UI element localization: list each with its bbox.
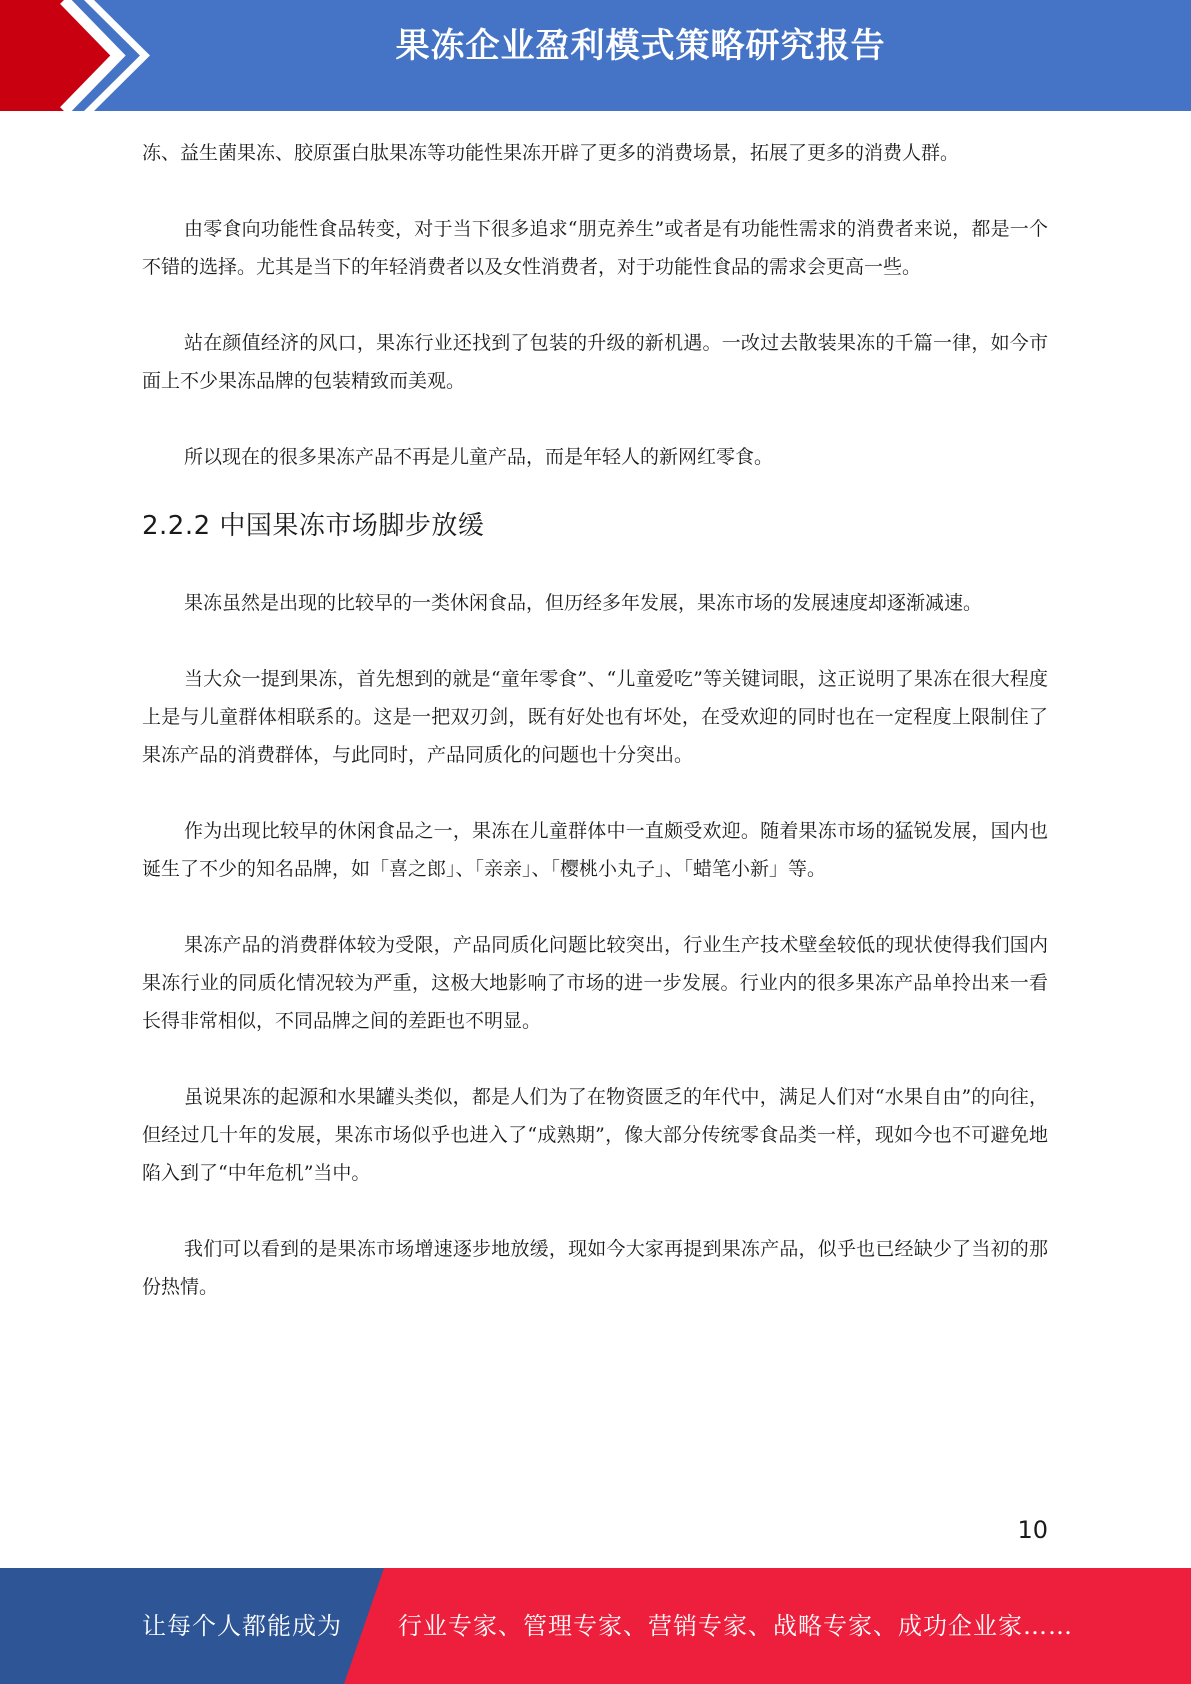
spacer: [142, 546, 1048, 584]
spacer: [142, 888, 1048, 926]
paragraph: 我们可以看到的是果冻市场增速逐步地放缓，现如今大家再提到果冻产品，似乎也已经缺少了当初的那份热情。: [142, 1238, 1048, 1298]
spacer: [142, 774, 1048, 812]
footer-band: [0, 1568, 1191, 1684]
paragraph: 站在颜值经济的风口，果冻行业还找到了包装的升级的新机遇。一改过去散装果冻的千篇一律，如今市面上不少果冻品牌的包装精致而美观。: [142, 332, 1048, 392]
spacer: [142, 622, 1048, 660]
spacer: [142, 400, 1048, 438]
paragraph: 所以现在的很多果冻产品不再是儿童产品，而是年轻人的新网红零食。: [184, 446, 774, 468]
spacer: [142, 476, 1048, 506]
paragraph: 作为出现比较早的休闲食品之一，果冻在儿童群体中一直颇受欢迎。随着果冻市场的猛锐发展，国内也诞生了不少的知名品牌，如「喜之郎」、「亲亲」、「樱桃小丸子」、「蜡笔小新」等。: [142, 820, 1048, 880]
header-chevron-decoration: [0, 0, 160, 111]
header-band: [0, 0, 1191, 111]
section-heading: 2.2.2 中国果冻市场脚步放缓: [142, 511, 485, 541]
footer-slogan-right: 行业专家、管理专家、营销专家、战略专家、成功企业家……: [398, 1612, 1073, 1640]
report-title: 果冻企业盈利模式策略研究报告: [395, 26, 886, 66]
spacer: [142, 172, 1048, 210]
paragraph: 当大众一提到果冻，首先想到的就是“童年零食”、“儿童爱吃”等关键词眼，这正说明了果冻在很大程度上是与儿童群体相联系的。这是一把双刃剑，既有好处也有坏处，在受欢迎的同时也在一定程度上限制住了果冻产品的消费群体，与此同时，产品同质化的问题也十分突出。: [142, 668, 1048, 766]
paragraph: 由零食向功能性食品转变，对于当下很多追求“朋克养生”或者是有功能性需求的消费者来说，都是一个不错的选择。尤其是当下的年轻消费者以及女性消费者，对于功能性食品的需求会更高一些。: [142, 218, 1048, 278]
spacer: [142, 1040, 1048, 1078]
paragraph: 果冻虽然是出现的比较早的一类休闲食品，但历经多年发展，果冻市场的发展速度却逐渐减速。: [184, 592, 983, 614]
paragraph: 果冻产品的消费群体较为受限，产品同质化问题比较突出，行业生产技术壁垒较低的现状使得我们国内果冻行业的同质化情况较为严重，这极大地影响了市场的进一步发展。行业内的很多果冻产品单拎出来一看长得非常相似，不同品牌之间的差距也不明显。: [142, 934, 1048, 1032]
page-content: [142, 134, 1048, 1306]
footer-slogan-left: 让每个人都能成为: [142, 1612, 342, 1640]
spacer: [142, 1192, 1048, 1230]
paragraph-intro: 冻、益生菌果冻、胶原蛋白肽果冻等功能性果冻开辟了更多的消费场景，拓展了更多的消费人群。: [142, 142, 960, 164]
spacer: [142, 286, 1048, 324]
paragraph: 虽说果冻的起源和水果罐头类似，都是人们为了在物资匮乏的年代中，满足人们对“水果自由”的向往，但经过几十年的发展，果冻市场似乎也进入了“成熟期”，像大部分传统零食品类一样，现如今也不可避免地陷入到了“中年危机”当中。: [142, 1086, 1048, 1184]
page-number: 10: [1017, 1516, 1048, 1544]
